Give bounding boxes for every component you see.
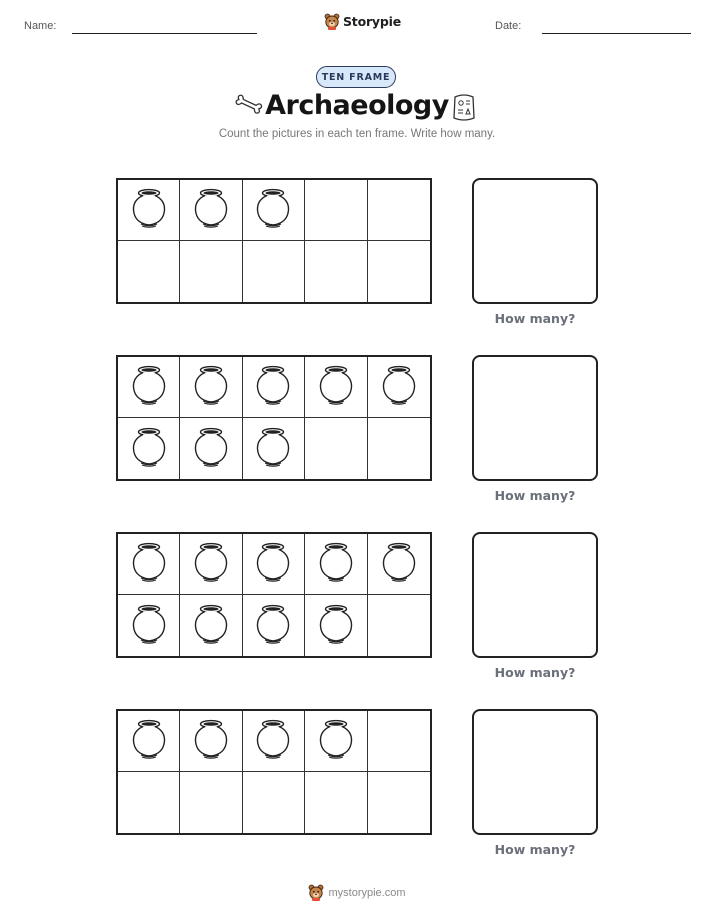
ten-frame-cell (305, 772, 367, 833)
answer-box[interactable] (472, 709, 598, 835)
ten-frame-cell (305, 180, 367, 241)
ten-frame-cell (243, 595, 305, 656)
ten-frame-cell (118, 241, 180, 302)
how-many-label: How many? (494, 488, 576, 503)
ten-frame-badge: TEN FRAME (316, 66, 396, 88)
ten-frame-cell (118, 418, 180, 479)
ten-frame-cell (118, 595, 180, 656)
ten-frame (116, 178, 432, 304)
clay-pot-icon (254, 426, 292, 472)
storypie-logo (324, 13, 401, 30)
bear-mascot-icon (308, 884, 324, 901)
ten-frame-cell (180, 711, 242, 772)
ten-frame-cell (368, 241, 430, 302)
ten-frame-cell (180, 772, 242, 833)
answer-box[interactable] (472, 178, 598, 304)
clay-pot-icon (192, 541, 230, 587)
clay-pot-icon (192, 426, 230, 472)
ten-frame-cell (180, 357, 242, 418)
footer (0, 884, 714, 901)
clay-pot-icon (254, 718, 292, 764)
clay-pot-icon (317, 718, 355, 764)
how-many-label: How many? (494, 842, 576, 857)
ten-frame (116, 532, 432, 658)
ten-frame-cell (118, 772, 180, 833)
date-write-line[interactable] (542, 33, 691, 34)
ten-frame-cell (243, 418, 305, 479)
ten-frame-cell (368, 595, 430, 656)
ten-frame-cell (305, 534, 367, 595)
how-many-label: How many? (494, 311, 576, 326)
clay-pot-icon (317, 364, 355, 410)
ten-frame-cell (368, 357, 430, 418)
clay-pot-icon (317, 541, 355, 587)
clay-pot-icon (317, 603, 355, 649)
ten-frame-cell (118, 711, 180, 772)
clay-pot-icon (130, 541, 168, 587)
answer-box[interactable] (472, 355, 598, 481)
name-write-line[interactable] (72, 33, 257, 34)
stone-tablet-icon (451, 93, 477, 123)
clay-pot-icon (380, 364, 418, 410)
ten-frame-cell (368, 711, 430, 772)
ten-frame-cell (368, 418, 430, 479)
clay-pot-icon (254, 541, 292, 587)
clay-pot-icon (254, 187, 292, 233)
brand-name: Storypie (343, 14, 401, 29)
page-title: Archaeology (265, 90, 449, 121)
clay-pot-icon (192, 187, 230, 233)
ten-frame-cell (118, 180, 180, 241)
instructions: Count the pictures in each ten frame. Write how many. (218, 128, 496, 140)
ten-frame-cell (243, 772, 305, 833)
clay-pot-icon (192, 364, 230, 410)
ten-frame-cell (305, 357, 367, 418)
date-label: Date: (495, 20, 522, 32)
ten-frame-cell (243, 180, 305, 241)
ten-frame-cell (180, 418, 242, 479)
clay-pot-icon (192, 603, 230, 649)
footer-url: mystorypie.com (328, 886, 406, 899)
ten-frame-cell (118, 534, 180, 595)
name-label: Name: (24, 20, 57, 32)
clay-pot-icon (254, 603, 292, 649)
ten-frame-cell (305, 241, 367, 302)
ten-frame-cell (368, 772, 430, 833)
ten-frame-cell (243, 357, 305, 418)
ten-frame-cell (305, 711, 367, 772)
how-many-label: How many? (494, 665, 576, 680)
ten-frame-cell (243, 534, 305, 595)
clay-pot-icon (192, 718, 230, 764)
ten-frame-cell (368, 534, 430, 595)
clay-pot-icon (130, 187, 168, 233)
bear-mascot-icon (324, 13, 340, 30)
ten-frame-cell (243, 241, 305, 302)
ten-frame-cell (243, 711, 305, 772)
answer-box[interactable] (472, 532, 598, 658)
ten-frame (116, 355, 432, 481)
clay-pot-icon (254, 364, 292, 410)
ten-frame-cell (305, 418, 367, 479)
clay-pot-icon (130, 603, 168, 649)
ten-frame-cell (180, 595, 242, 656)
ten-frame-cell (118, 357, 180, 418)
ten-frame-cell (368, 180, 430, 241)
ten-frame (116, 709, 432, 835)
ten-frame-cell (180, 534, 242, 595)
clay-pot-icon (130, 364, 168, 410)
ten-frame-cell (305, 595, 367, 656)
ten-frame-cell (180, 241, 242, 302)
clay-pot-icon (380, 541, 418, 587)
clay-pot-icon (130, 426, 168, 472)
clay-pot-icon (130, 718, 168, 764)
ten-frame-cell (180, 180, 242, 241)
